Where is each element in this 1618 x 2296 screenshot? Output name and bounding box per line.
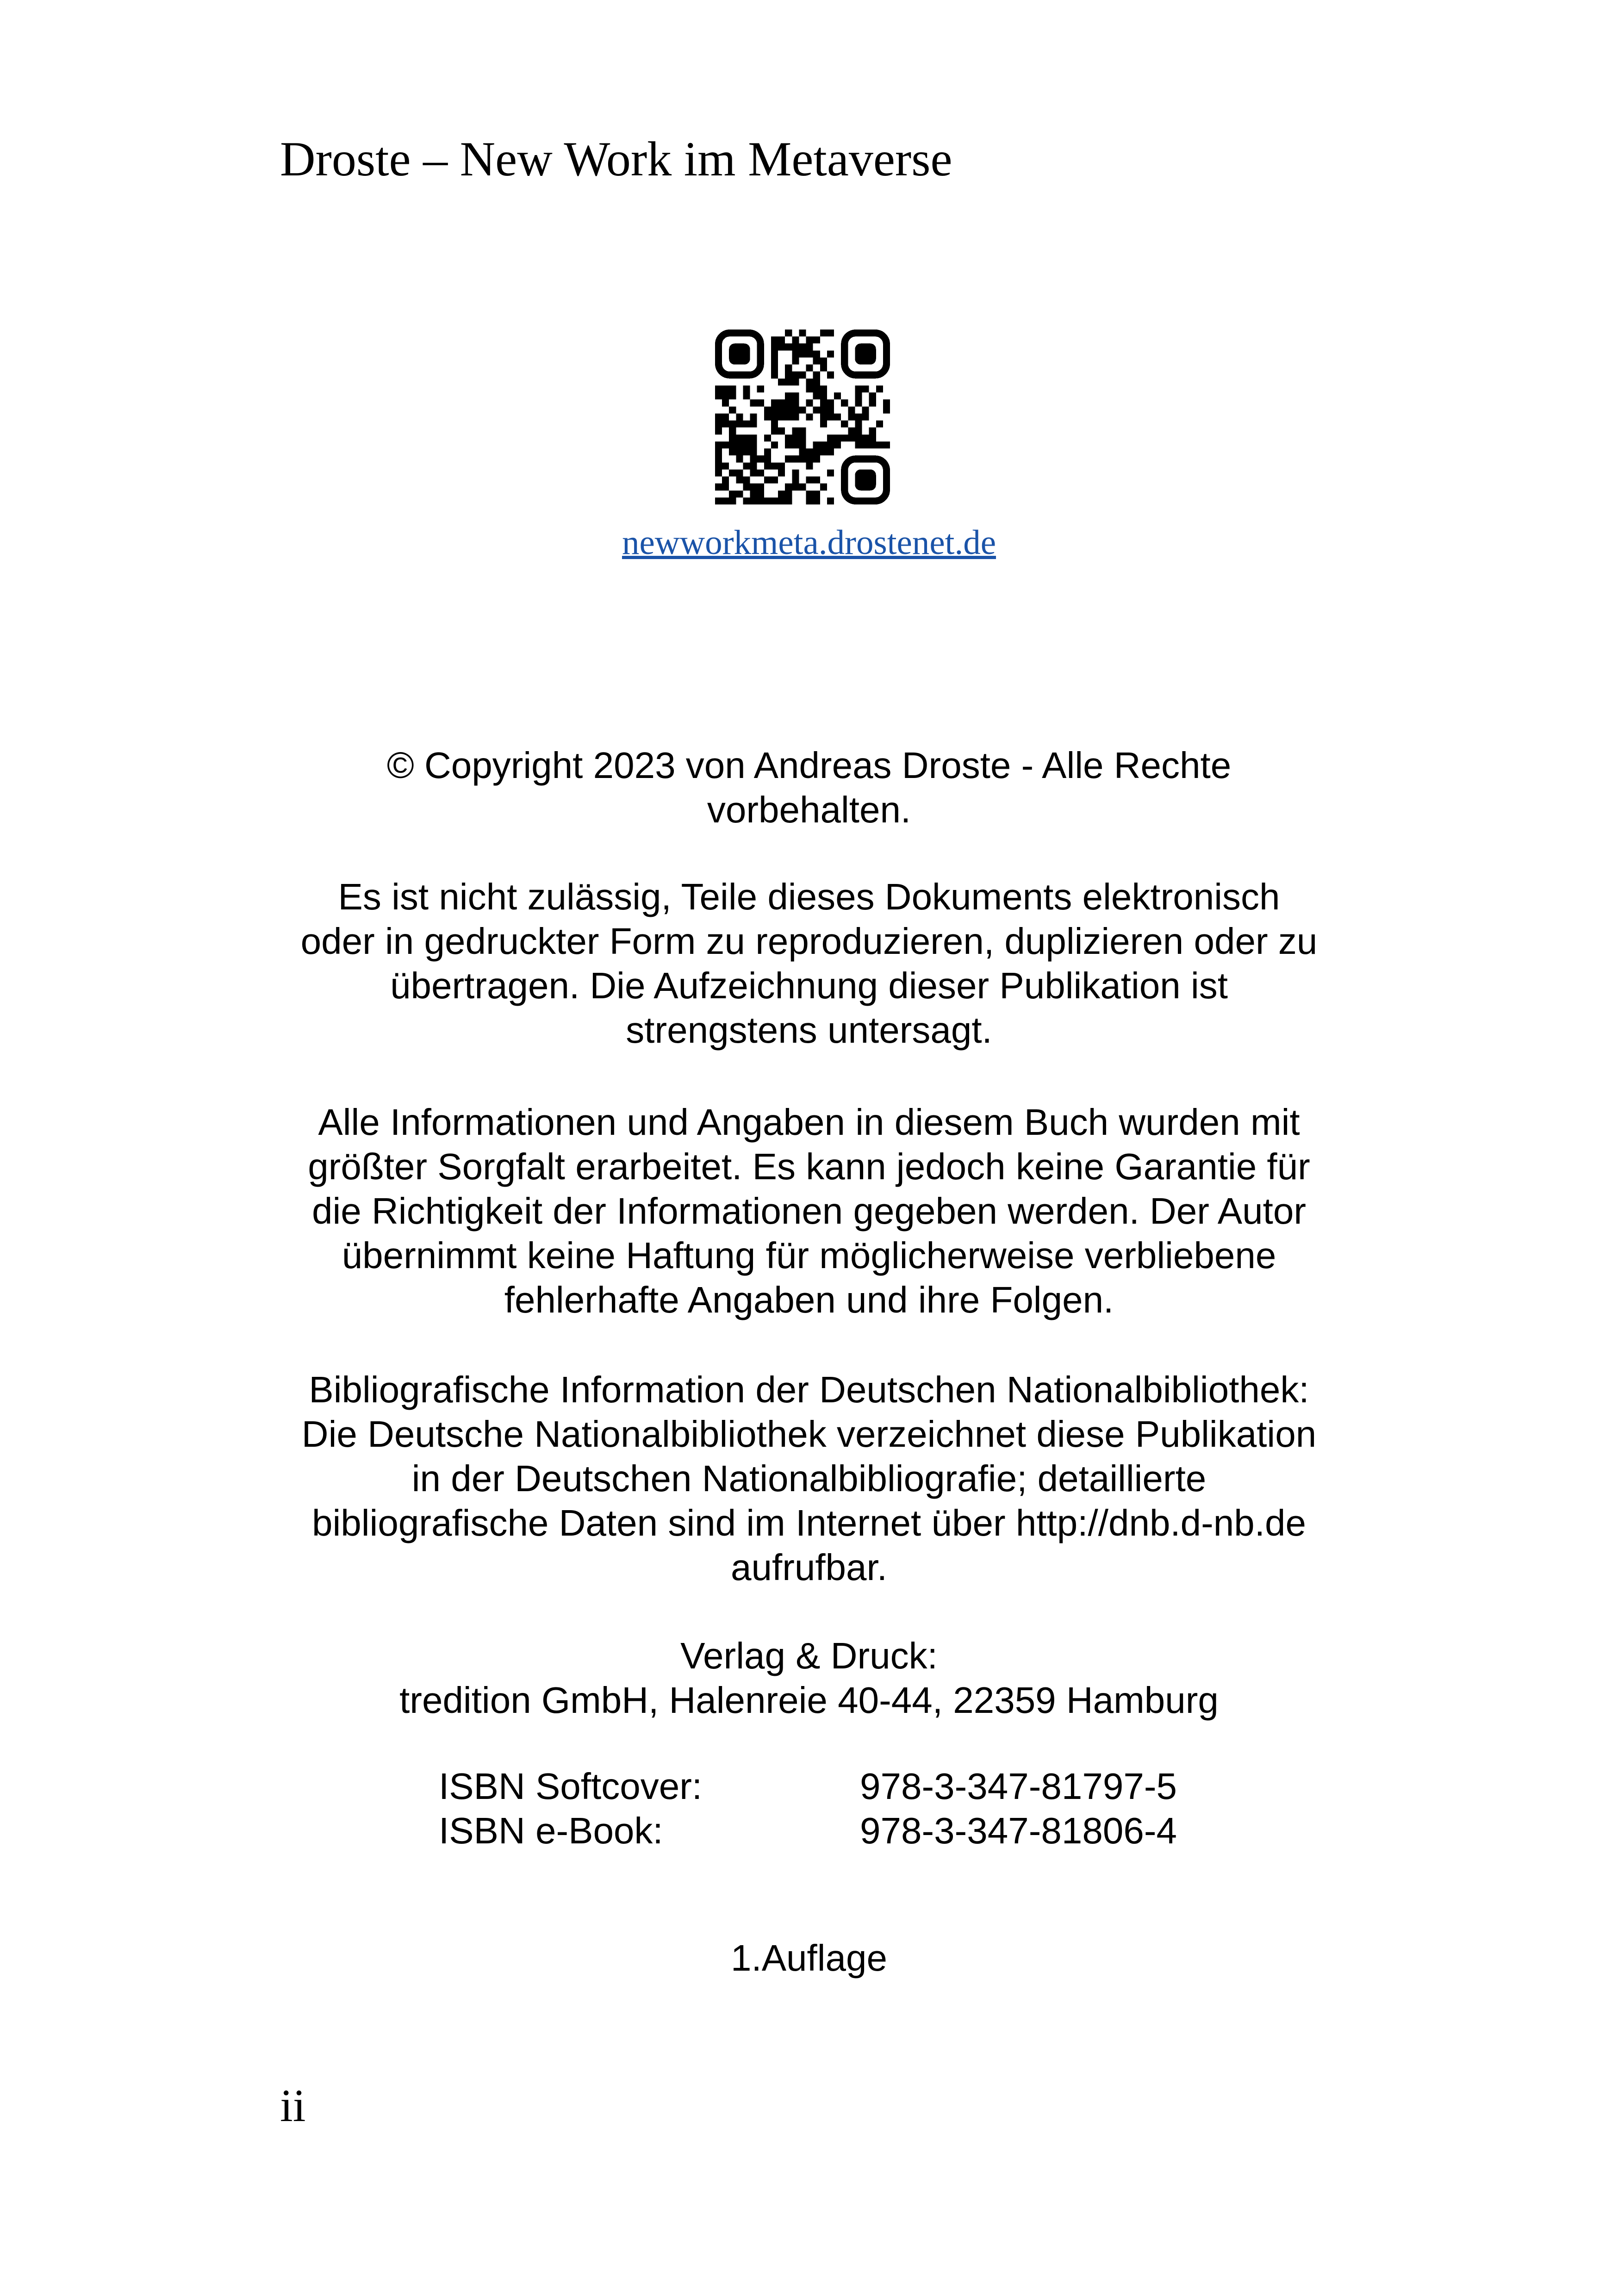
- reproduction-line: Es ist nicht zulässig, Teile dieses Dokuments elektronisch: [338, 876, 1280, 917]
- liability-disclaimer: [259, 1100, 1359, 1322]
- isbn-table: [439, 1764, 1177, 1853]
- publisher-info: [259, 1634, 1359, 1723]
- bibliographic-line: aufrufbar.: [730, 1547, 887, 1588]
- bibliographic-line: Bibliografische Information der Deutschen Nationalbibliothek:: [309, 1369, 1309, 1410]
- reproduction-line: strengstens untersagt.: [626, 1009, 992, 1051]
- running-header: Droste – New Work im Metaverse: [280, 132, 952, 186]
- disclaimer-line: die Richtigkeit der Informationen gegeben werden. Der Autor: [312, 1190, 1306, 1232]
- copyright-line: vorbehalten.: [707, 789, 911, 830]
- isbn-row: [439, 1764, 1177, 1809]
- publisher-line: Verlag & Druck:: [680, 1635, 938, 1676]
- disclaimer-line: fehlerhafte Angaben und ihre Folgen.: [504, 1279, 1114, 1320]
- disclaimer-line: größter Sorgfalt erarbeitet. Es kann jedoch keine Garantie für: [308, 1146, 1310, 1187]
- reproduction-line: übertragen. Die Aufzeichnung dieser Publikation ist: [390, 965, 1228, 1006]
- page-number: ii: [280, 2080, 306, 2131]
- bibliographic-line: bibliografische Daten sind im Internet über http://dnb.d-nb.de: [312, 1502, 1306, 1543]
- disclaimer-line: übernimmt keine Haftung für möglicherweise verbliebene: [342, 1235, 1276, 1276]
- reproduction-notice: [259, 875, 1359, 1052]
- bibliographic-line: in der Deutschen Nationalbibliografie; detaillierte: [411, 1458, 1207, 1499]
- edition-text: 1.Auflage: [730, 1937, 888, 1979]
- website-link[interactable]: newworkmeta.drostenet.de: [622, 523, 996, 562]
- isbn-row: [439, 1809, 1177, 1853]
- isbn-value: 978-3-347-81797-5: [860, 1766, 1177, 1807]
- copyright-notice: [259, 743, 1359, 832]
- qr-code-image: [715, 330, 890, 504]
- copyright-line: © Copyright 2023 von Andreas Droste - Alle Rechte: [386, 745, 1232, 786]
- disclaimer-line: Alle Informationen und Angaben in diesem Buch wurden mit: [318, 1101, 1300, 1143]
- isbn-value: 978-3-347-81806-4: [860, 1810, 1177, 1851]
- bibliographic-line: Die Deutsche Nationalbibliothek verzeichnet diese Publikation: [301, 1413, 1317, 1455]
- reproduction-line: oder in gedruckter Form zu reproduzieren, duplizieren oder zu: [300, 921, 1318, 962]
- isbn-label: ISBN e-Book:: [439, 1810, 663, 1851]
- isbn-label: ISBN Softcover:: [439, 1766, 703, 1807]
- bibliographic-information: [259, 1368, 1359, 1590]
- publisher-line: tredition GmbH, Halenreie 40-44, 22359 Hamburg: [399, 1680, 1219, 1721]
- qr-code: [715, 330, 890, 504]
- edition-label: [259, 1936, 1359, 1980]
